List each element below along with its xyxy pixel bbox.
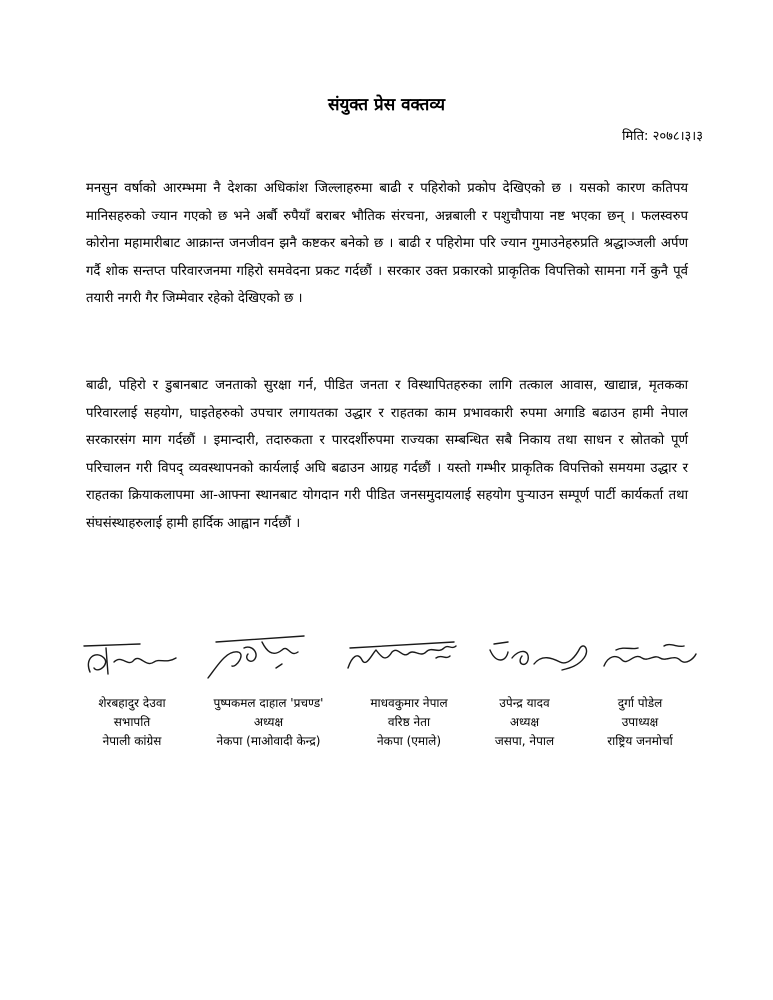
signatory-role: सभापति [113, 715, 151, 729]
document-date: मिति: २०७८।३।३ [622, 129, 703, 144]
signatory-party: नेकपा (एमाले) [376, 734, 442, 748]
signatory-deuba [76, 694, 188, 751]
signatory-name: माधवकुमार नेपाल [370, 696, 448, 710]
handwritten-signatures [76, 628, 700, 688]
signatory-name: शेरबहादुर देउवा [98, 696, 166, 710]
signatory-party: नेपाली कांग्रेस [102, 734, 162, 748]
signatory-durga-paudel [580, 694, 700, 751]
signatory-name: उपेन्द्र यादव [499, 696, 550, 710]
signatory-role: अध्यक्ष [509, 715, 540, 729]
paragraph-1: मनसुन वर्षाको आरम्भमा नै देशका अधिकांश जिल्लाहरुमा बाढी र पहिरोको प्रकोप देखिएको छ । यसको कारण कतिपय मानिसहरुको ज्यान गएको छ भने अर्बौ रुपैयाँ बराबर भौतिक संरचना, अन्नबाली र पशुचौपाया नष्ट भएका छन् । फलस्वरुप कोरोना महामारीबाट आक्रान्त जनजीवन झनै कष्टकर बनेको छ । बाढी र पहिरोमा परि ज्यान गुमाउनेहरुप्रति श्रद्धाञ्जली अर्पण गर्दै शोक सन्तप्त परिवारजनमा गहिरो समवेदना प्रकट गर्दछौं । सरकार उक्त प्रकारको प्राकृतिक विपत्तिको सामना गर्ने कुनै पूर्व तयारी नगरी गैर जिम्मेवार रहेको देखिएको छ । [86, 181, 688, 306]
signatory-name: पुष्पकमल दाहाल 'प्रचण्ड' [213, 696, 324, 710]
signatory-party: राष्ट्रिय जनमोर्चा [607, 734, 673, 748]
signatures-row [76, 628, 700, 688]
signatory-prachanda [194, 694, 344, 751]
signatory-party: नेकपा (माओवादी केन्द्र) [216, 734, 321, 748]
signatory-name: दुर्गा पोडेल [617, 696, 663, 710]
signatory-role: अध्यक्ष [253, 715, 284, 729]
signatory-upendra-yadav [475, 694, 575, 751]
signatory-party: जसपा, नेपाल [494, 734, 555, 748]
signatory-madhav-nepal [349, 694, 469, 751]
signatory-role: वरिष्ठ नेता [387, 715, 431, 729]
signatories-block [76, 694, 700, 751]
paragraph-2: बाढी, पहिरो र डुबानबाट जनताको सुरक्षा गर्न, पीडित जनता र विस्थापितहरुका लागि तत्काल आवास, खाद्यान्न, मृतकका परिवारलाई सहयोग, घाइतेहरुको उपचार लगायतका उद्धार र राहतका काम प्रभावकारी रुपमा अगाडि बढाउन हामी नेपाल सरकारसंग माग गर्दछौं । इमान्दारी, तदारुकता र पारदर्शीरुपमा राज्यका सम्बन्धित सबै निकाय तथा साधन र स्रोतको पूर्ण परिचालन गरी विपद् व्यवस्थापनको कार्यलाई अघि बढाउन आग्रह गर्दछौं । यस्तो गम्भीर प्राकृतिक विपत्तिको समयमा उद्धार र राहतका क्रियाकलापमा आ-आफ्ना स्थानबाट योगदान गरी पीडित जनसमुदायलाई सहयोग पुऱ्याउन सम्पूर्ण पार्टी कार्यकर्ता तथा संघसंस्थाहरुलाई हामी हार्दिक आह्वान गर्दछौं । [86, 378, 688, 531]
signatory-role: उपाध्यक्ष [621, 715, 659, 729]
document-title: संयुक्त प्रेस वक्तव्य [327, 95, 446, 115]
